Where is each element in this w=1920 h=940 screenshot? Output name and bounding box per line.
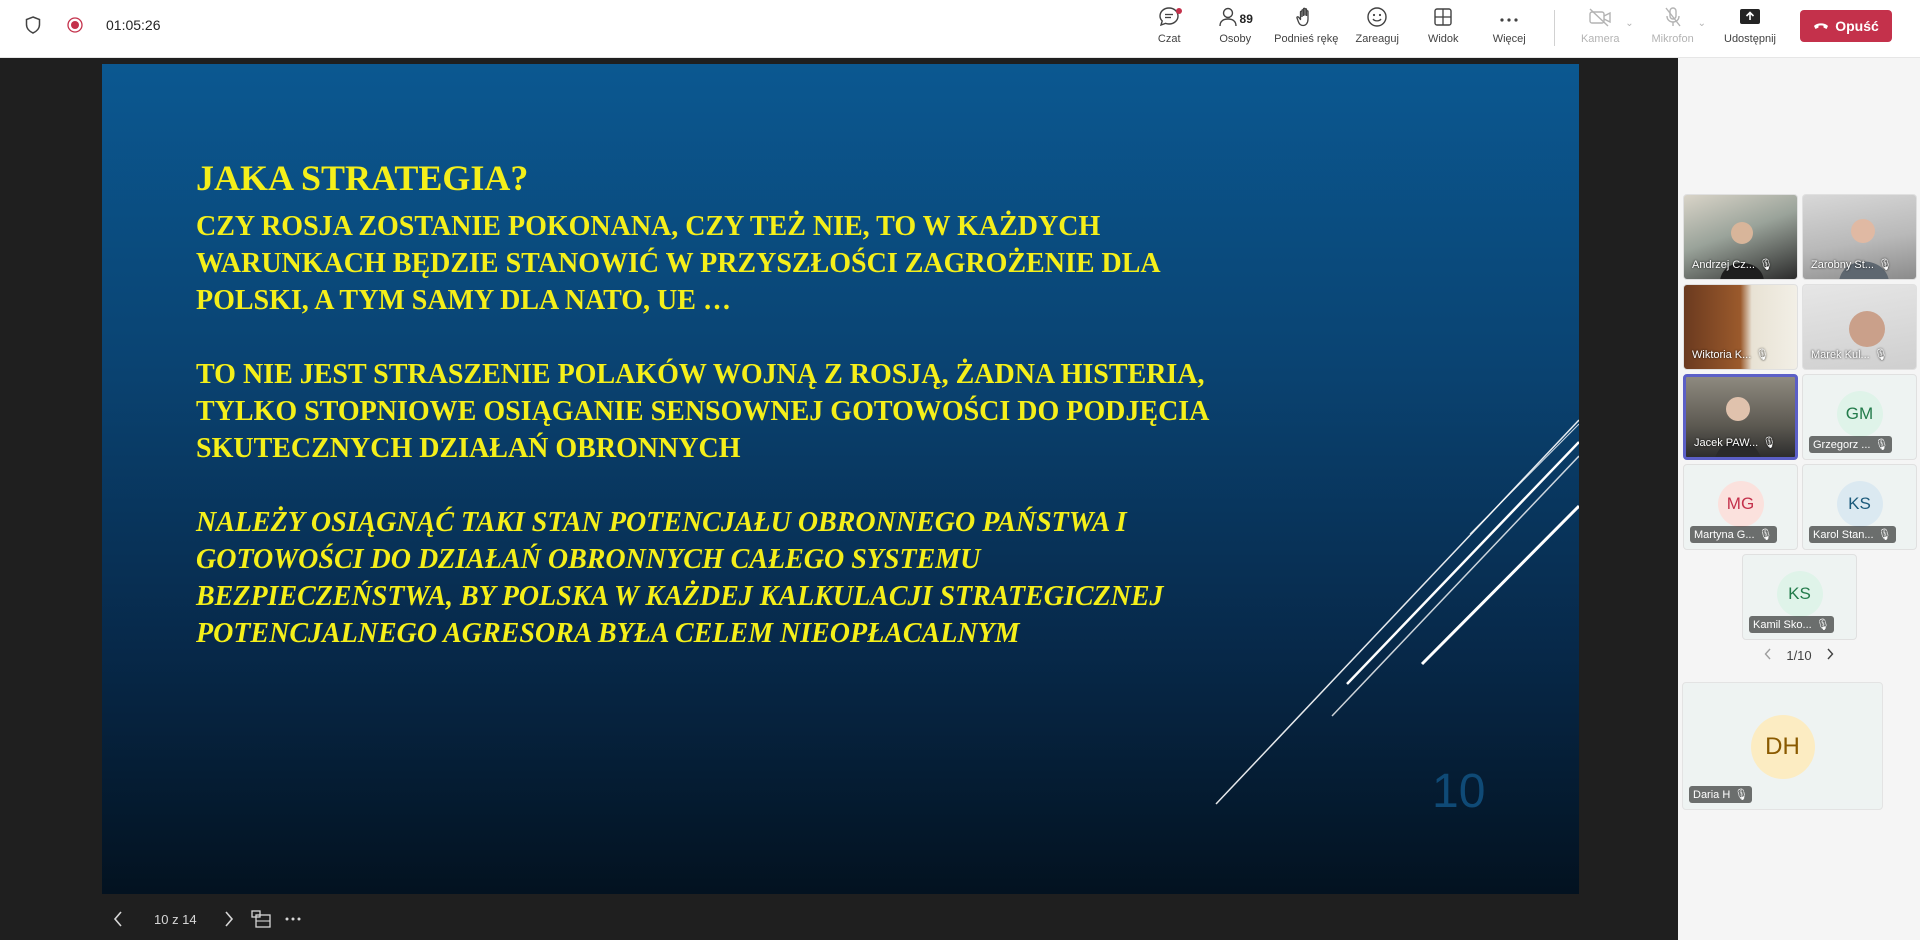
participant-tile[interactable]: [1802, 374, 1917, 460]
next-slide-chevron-right-icon[interactable]: [213, 904, 245, 934]
participant-name: Kamil Sko... 🎙: [1749, 616, 1834, 633]
people-button[interactable]: [1204, 6, 1266, 50]
grid-icon: [1433, 7, 1453, 32]
featured-participant-tile[interactable]: [1682, 682, 1883, 810]
share-button[interactable]: [1714, 6, 1786, 50]
leave-label: Opuść: [1835, 18, 1879, 34]
mic-muted-icon: 🎙: [1815, 619, 1830, 631]
react-label: Zareaguj: [1355, 33, 1399, 45]
recording-icon: [64, 14, 86, 36]
camera-button[interactable]: [1569, 6, 1634, 50]
previous-slide-chevron-left-icon[interactable]: [102, 904, 134, 934]
previous-page-chevron-left-icon[interactable]: [1764, 648, 1772, 663]
participants-pager: [1678, 648, 1920, 663]
participant-name: Andrzej Cz... 🎙: [1692, 258, 1773, 271]
shield-icon[interactable]: [22, 14, 44, 36]
avatar: KS: [1777, 571, 1823, 617]
participant-tile[interactable]: [1742, 554, 1857, 640]
meeting-timer: 01:05:26: [106, 17, 161, 33]
participant-tile[interactable]: [1683, 194, 1798, 280]
slide-navigation: [102, 904, 309, 934]
slide-paragraph-3: NALEŻY OSIĄGNĄĆ TAKI STAN POTENCJAŁU OBRONNEGO PAŃSTWA I GOTOWOŚCI DO DZIAŁAŃ OBRONNYCH CAŁEGO SYSTEMU BEZPIECZEŃSTWA, BY POLSKA W KAŻDEJ KALKULACJI STRATEGICZNEJ POTENCJALNEGO AGRESORA BYŁA CELEM NIEOPŁACALNYM: [196, 507, 1164, 649]
participant-tile-speaking[interactable]: [1683, 374, 1798, 460]
participant-name: Zarobny St... 🎙: [1811, 258, 1892, 271]
unread-dot: [1176, 8, 1182, 14]
pager-indicator: 1/10: [1786, 648, 1812, 663]
more-icon: [1499, 10, 1519, 28]
leave-button[interactable]: [1800, 10, 1892, 42]
chat-button[interactable]: [1138, 6, 1200, 50]
mic-muted-icon: 🎙: [1874, 439, 1889, 451]
participant-tile[interactable]: [1802, 284, 1917, 370]
participant-name: Wiktoria K... 🎙: [1692, 348, 1770, 361]
view-button[interactable]: [1412, 6, 1474, 50]
smiley-icon: [1366, 6, 1388, 33]
participant-name: Marek Kul... 🎙: [1811, 348, 1888, 361]
participant-tile[interactable]: [1802, 464, 1917, 550]
people-label: Osoby: [1219, 33, 1252, 45]
mic-off-icon: [1663, 6, 1683, 33]
meeting-toolbar: [0, 0, 1920, 58]
participant-name: Jacek PAW... 🎙: [1694, 436, 1777, 449]
mic-muted-icon: 🎙: [1758, 259, 1773, 271]
mic-muted-icon: 🎙: [1755, 349, 1770, 361]
avatar: GM: [1837, 391, 1883, 437]
participant-name: Martyna G... 🎙: [1690, 526, 1777, 543]
slide-paragraph-2: TO NIE JEST STRASZENIE POLAKÓW WOJNĄ Z ROSJĄ, ŻADNA HISTERIA, TYLKO STOPNIOWE OSIĄGANIE SENSOWNEJ GOTOWOŚCI DO PODJĘCIA SKUTECZNYCH DZIAŁAŃ OBRONNYCH: [196, 359, 1208, 464]
raise-hand-button[interactable]: [1270, 6, 1342, 50]
react-button[interactable]: [1346, 6, 1408, 50]
mic-muted-icon: 🎙: [1873, 349, 1888, 361]
microphone-button[interactable]: [1642, 6, 1704, 50]
hand-icon: [1295, 6, 1317, 33]
camera-label: Kamera: [1580, 33, 1620, 45]
shared-content-stage: [0, 58, 1678, 940]
participant-tile[interactable]: [1683, 284, 1798, 370]
avatar: KS: [1837, 481, 1883, 527]
microphone-options-chevron-down-icon[interactable]: ⌄: [1697, 18, 1706, 29]
meeting-info: [22, 14, 161, 36]
slide-page-indicator: 10 z 14: [154, 911, 197, 927]
participant-name: Karol Stan... 🎙: [1809, 526, 1896, 543]
slide-title: JAKA STRATEGIA?: [196, 158, 529, 198]
view-label: Widok: [1427, 33, 1459, 45]
more-label: Więcej: [1492, 33, 1526, 45]
slide-thumbnails-icon[interactable]: [245, 904, 277, 934]
more-button[interactable]: [1478, 6, 1540, 50]
slide-content: [196, 156, 1226, 689]
participant-name: Daria H 🎙: [1689, 786, 1752, 803]
mic-muted-icon: 🎙: [1877, 529, 1892, 541]
camera-off-icon: [1588, 7, 1612, 32]
mic-muted-icon: 🎙: [1758, 529, 1773, 541]
avatar: MG: [1718, 481, 1764, 527]
raise-hand-label: Podnieś rękę: [1274, 33, 1339, 45]
microphone-label: Mikrofon: [1651, 33, 1694, 45]
avatar: DH: [1751, 715, 1815, 779]
presentation-slide: [102, 64, 1579, 894]
toolbar-actions: [1134, 6, 1892, 50]
people-count: 89: [1239, 12, 1253, 26]
share-icon: [1739, 8, 1761, 31]
slide-more-options-icon[interactable]: [277, 904, 309, 934]
participant-tile[interactable]: [1683, 464, 1798, 550]
people-icon: [1218, 6, 1238, 33]
toolbar-divider: [1554, 10, 1555, 46]
mic-muted-icon: 🎙: [1734, 789, 1749, 801]
next-page-chevron-right-icon[interactable]: [1826, 648, 1834, 663]
camera-options-chevron-down-icon[interactable]: ⌄: [1625, 18, 1634, 29]
participant-tile[interactable]: [1802, 194, 1917, 280]
share-label: Udostępnij: [1724, 33, 1776, 45]
slide-paragraph-1: CZY ROSJA ZOSTANIE POKONANA, CZY TEŻ NIE, TO W KAŻDYCH WARUNKACH BĘDZIE STANOWIĆ W PRZYSZŁOŚCI ZAGROŻENIE DLA POLSKI, A TYM SAMY DLA NATO, UE …: [196, 211, 1160, 316]
slide-number: 10: [1432, 765, 1486, 818]
phone-hangup-icon: [1813, 18, 1829, 34]
mic-icon: 🎙: [1762, 437, 1777, 449]
participant-name: Grzegorz ... 🎙: [1809, 436, 1892, 453]
chat-label: Czat: [1157, 33, 1181, 45]
mic-muted-icon: 🎙: [1877, 259, 1892, 271]
